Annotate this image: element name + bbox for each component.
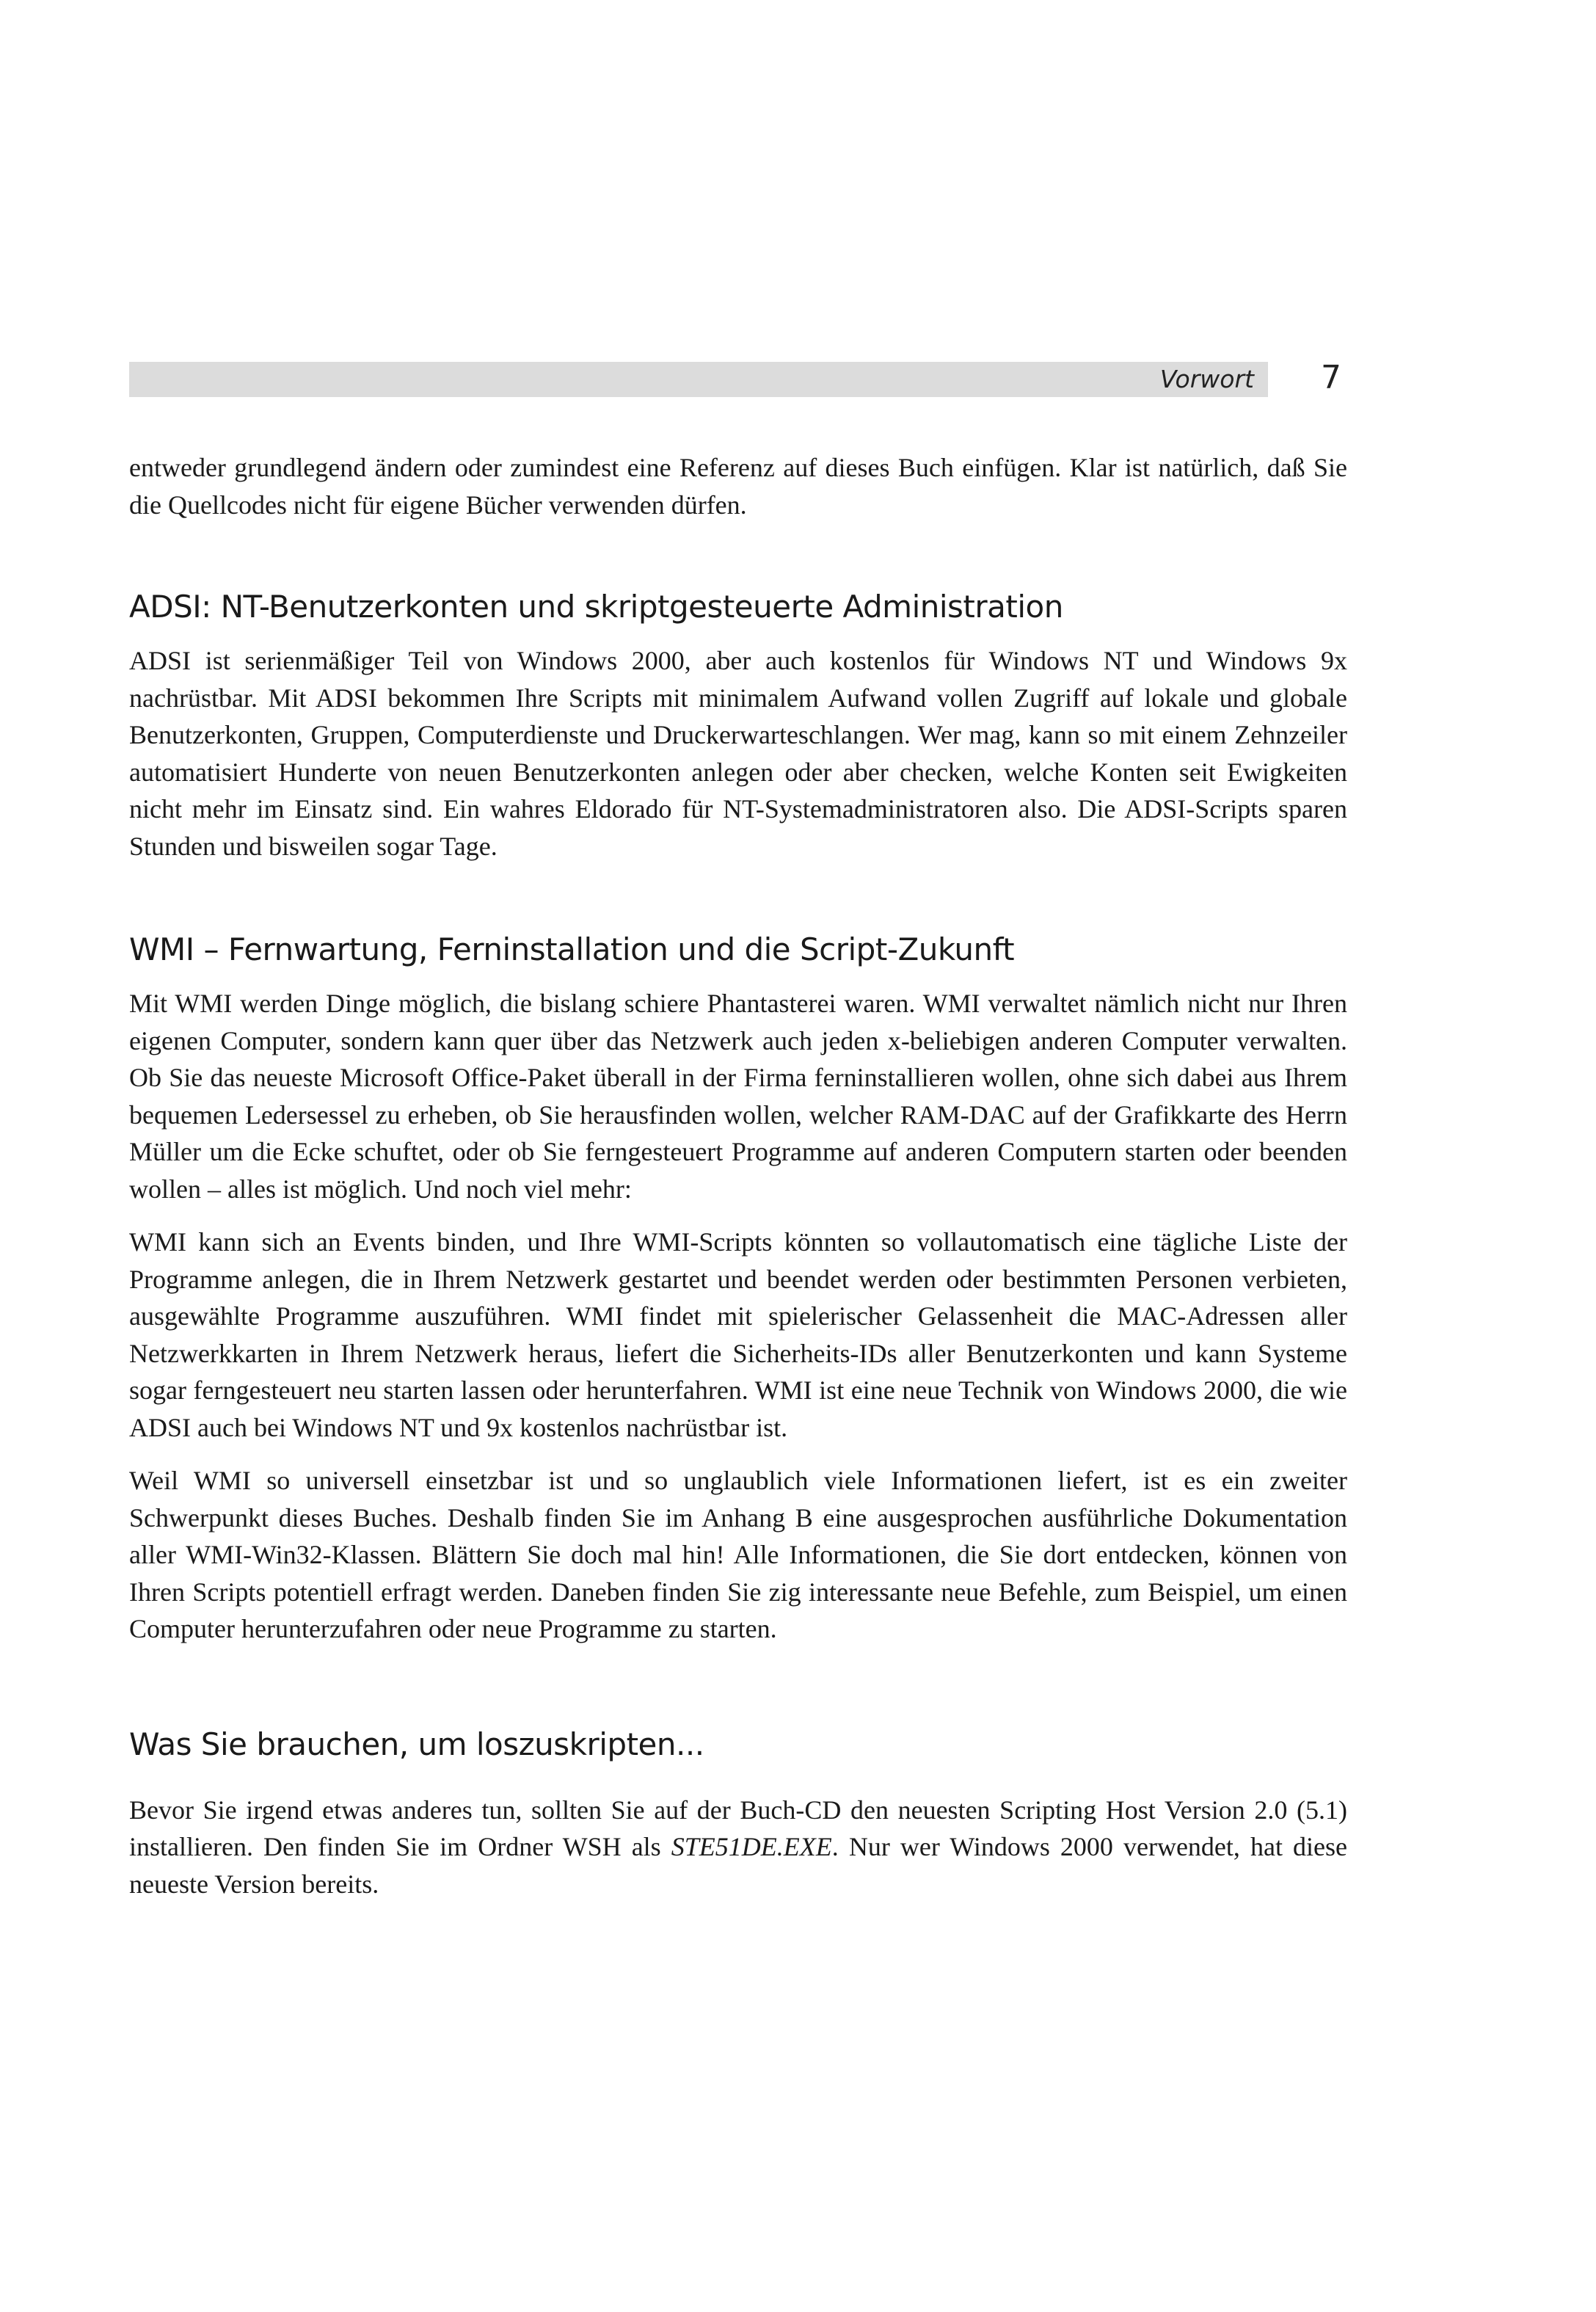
page-body	[129, 449, 1347, 1902]
running-header-title: Vorwort	[1159, 365, 1254, 393]
intro-paragraph: entweder grundlegend ändern oder zumindest eine Referenz auf dieses Buch einfügen. Klar ist natürlich, daß Sie die Quellcodes nicht für eigene Bücher verwenden dürfen.	[129, 453, 1347, 520]
start-paragraph-text-before: Bevor Sie irgend etwas anderes tun, sollten Sie auf der Buch-CD den neuesten Scripting Host Version 2.0 (5.1) installieren. Den finden Sie im Ordner WSH als	[129, 1795, 1347, 1861]
wmi-paragraph-1: Mit WMI werden Dinge möglich, die bislang schiere Phantasterei waren. WMI verwaltet nämlich nicht nur Ihren eigenen Computer, sondern kann quer über das Netzwerk auch jeden x-beliebigen anderen Computer verwalten. Ob Sie das neueste Microsoft Office-Paket überall in der Firma ferninstallieren wollen, ohne sich dabei aus Ihrem bequemen Ledersessel zu erheben, ob Sie herausfinden wollen, welcher RAM-DAC auf der Grafikkarte des Herrn Müller um die Ecke schuftet, oder ob Sie ferngesteuert Programme auf anderen Computern starten oder beenden wollen – alles ist möglich. Und noch viel mehr:	[129, 989, 1347, 1204]
installer-filename: STE51DE.EXE	[671, 1832, 832, 1861]
section-heading-adsi: ADSI: NT-Benutzerkonten und skriptgesteuerte Administration	[129, 589, 1063, 625]
wmi-paragraph-2: WMI kann sich an Events binden, und Ihre WMI-Scripts könnten so vollautomatisch eine tägliche Liste der Programme anlegen, die in Ihrem Netzwerk gestartet und beendet werden oder bestimmten Personen verbieten, ausgewählte Programme auszuführen. WMI findet mit spielerischer Gelassenheit die MAC-Adressen aller Netzwerkkarten in Ihrem Netzwerk heraus, liefert die Sicherheits-IDs aller Benutzerkonten und kann Systeme sogar ferngesteuert neu starten lassen oder herunterfahren. WMI ist eine neue Technik von Windows 2000, die wie ADSI auch bei Windows NT und 9x kostenlos nachrüstbar ist.	[129, 1227, 1347, 1442]
adsi-paragraph-1: ADSI ist serienmäßiger Teil von Windows 2000, aber auch kostenlos für Windows NT und Windows 9x nachrüstbar. Mit ADSI bekommen Ihre Scripts mit minimalem Aufwand vollen Zugriff auf lokale und globale Benutzerkonten, Gruppen, Computerdienste und Druckerwarteschlangen. Wer mag, kann so mit einem Zehnzeiler automatisiert Hunderte von neuen Benutzerkonten anlegen oder aber checken, welche Konten seit Ewigkeiten nicht mehr im Einsatz sind. Ein wahres Eldorado für NT-Systemadministratoren also. Die ADSI-Scripts sparen Stunden und bisweilen sogar Tage.	[129, 646, 1347, 861]
running-header-bar	[129, 362, 1268, 397]
start-paragraph-text-after: . Nur wer Windows 2000 verwendet, hat diese neueste Version bereits.	[129, 1832, 1347, 1899]
section-heading-wmi: WMI – Fernwartung, Ferninstallation und die Script-Zukunft	[129, 931, 1015, 967]
start-paragraph-1	[129, 1792, 1347, 1903]
wmi-paragraph-3: Weil WMI so universell einsetzbar ist und so unglaublich viele Informationen liefert, ist es ein zweiter Schwerpunkt dieses Buches. Deshalb finden Sie im Anhang B eine ausgesprochen ausführliche Dokumentation aller WMI-Win32-Klassen. Blättern Sie doch mal hin! Alle Informationen, die Sie dort entdecken, können von Ihren Scripts potentiell erfragt werden. Daneben finden Sie zig interessante neue Befehle, zum Beispiel, um einen Computer herunterzufahren oder neue Programme zu starten.	[129, 1466, 1347, 1643]
page-number: 7	[1321, 359, 1341, 396]
section-heading-start: Was Sie brauchen, um loszuskripten...	[129, 1726, 704, 1762]
